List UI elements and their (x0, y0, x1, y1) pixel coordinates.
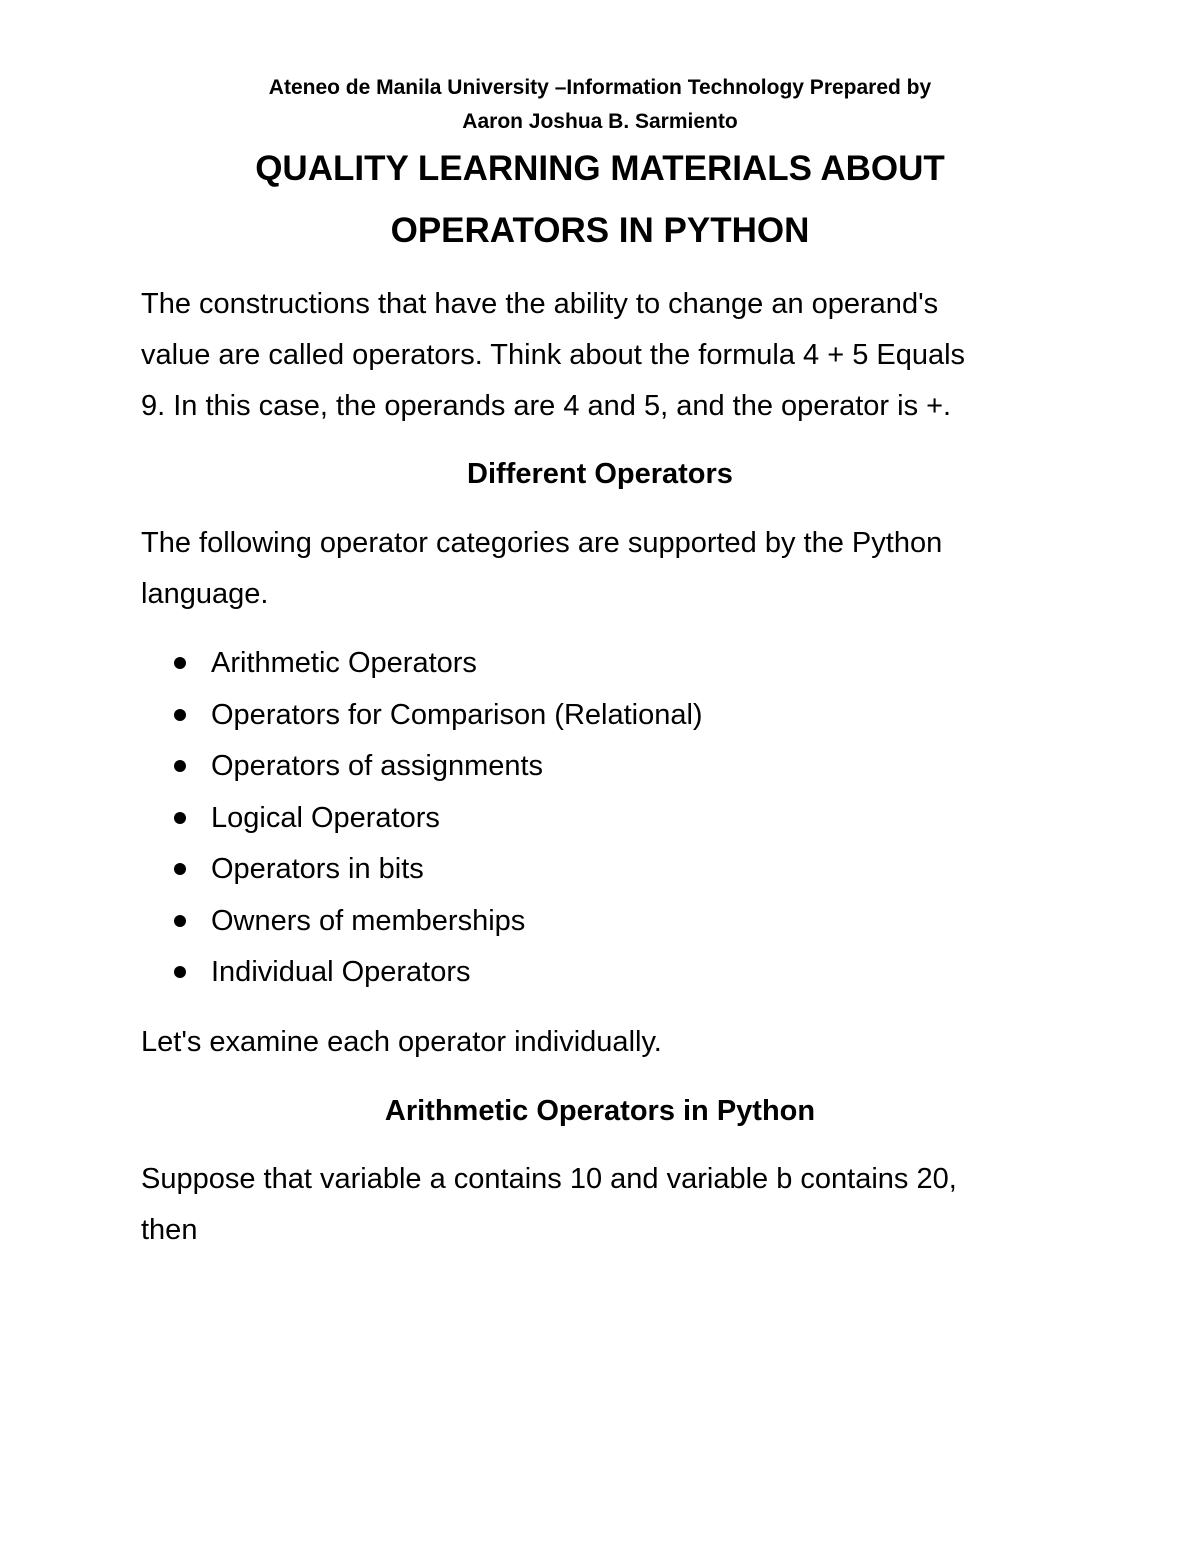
list-item (171, 899, 1071, 951)
arithmetic-line-2: then (141, 1214, 198, 1246)
list-item (171, 744, 1071, 796)
list-item-label: Arithmetic Operators (211, 647, 477, 679)
list-item-label: Operators for Comparison (Relational) (211, 698, 703, 731)
categories-line-1: The following operator categories are supported by the Python (141, 527, 943, 559)
bullet-icon (174, 760, 186, 772)
bullet-icon (174, 863, 186, 875)
section-heading-different-operators: Different Operators (467, 458, 733, 490)
list-item-label: Owners of memberships (211, 904, 526, 937)
list-item (171, 693, 1071, 745)
operator-category-list (171, 641, 1071, 1002)
intro-line-3: 9. In this case, the operands are 4 and 5, and the operator is +. (141, 390, 952, 422)
list-item (171, 796, 1071, 848)
list-item (171, 950, 1071, 1002)
list-item-label: Operators of assignments (211, 750, 544, 782)
list-item-label: Logical Operators (211, 801, 440, 834)
list-item-label: Operators in bits (211, 853, 424, 885)
examine-paragraph: Let's examine each operator individually. (141, 1026, 662, 1058)
intro-line-1: The constructions that have the ability to change an operand's (141, 288, 939, 320)
bullet-icon (174, 709, 186, 721)
header-author: Aaron Joshua B. Sarmiento (462, 110, 738, 133)
list-item-label: Individual Operators (211, 956, 471, 988)
bullet-icon (174, 915, 186, 927)
categories-paragraph (141, 518, 1071, 620)
arithmetic-line-1: Suppose that variable a contains 10 and variable b contains 20, (141, 1163, 957, 1195)
header-affiliation: Ateneo de Manila University –Information Technology Prepared by (268, 76, 932, 99)
section-heading-arithmetic-operators: Arithmetic Operators in Python (384, 1095, 816, 1127)
categories-line-2: language. (141, 578, 269, 610)
document-title-line-1: QUALITY LEARNING MATERIALS ABOUT (255, 149, 945, 188)
list-item (171, 641, 1071, 693)
bullet-icon (174, 657, 186, 669)
intro-paragraph (141, 279, 1071, 432)
document-title-line-2: OPERATORS IN PYTHON (390, 211, 810, 250)
bullet-icon (174, 966, 186, 978)
bullet-icon (174, 812, 186, 824)
arithmetic-paragraph (141, 1154, 1071, 1256)
list-item (171, 847, 1071, 899)
intro-line-2: value are called operators. Think about the formula 4 + 5 Equals (141, 339, 966, 371)
